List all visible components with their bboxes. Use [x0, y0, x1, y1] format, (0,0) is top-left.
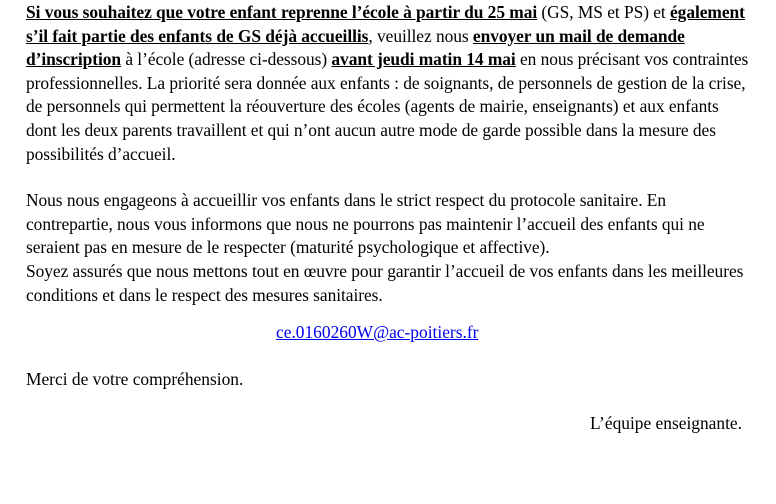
signature: L’équipe enseignante.: [590, 413, 742, 433]
emphasis-gs-children: également s’il fait partie des enfants de GS déjà accueillis: [26, 2, 745, 46]
letter-body: [26, 1, 750, 307]
school-email-link[interactable]: ce.0160260W@ac-poitiers.fr: [276, 322, 479, 342]
paragraph-registration: [26, 1, 750, 166]
text-segment: en nous précisant vos contraintes professionnelles. La priorité sera donnée aux enfants : de soignants, de personnels de gestion de la crise, de personnels qui permettent la réouverture des écoles (agents de mairie, enseignants) et aux enfants dont les deux parents travaillent et qui n’ont aucun autre mode de garde possible dans la mesure des possibilités d’accueil.: [26, 49, 749, 164]
thanks-text: Merci de votre compréhension.: [26, 369, 244, 389]
emphasis-return-date: Si vous souhaitez que votre enfant reprenne l’école à partir du 25 mai: [26, 2, 538, 22]
paragraph-protocol: Nous nous engageons à accueillir vos enfants dans le strict respect du protocole sanitaire. En contrepartie, nous vous informons que nous ne pourrons pas maintenir l’accueil des enfants qui ne seraient pas en mesure de le respecter (maturité psychologique et affective).: [26, 190, 705, 258]
paragraph-assurance: Soyez assurés que nous mettons tout en œuvre pour garantir l’accueil de vos enfants dans les meilleures conditions et dans le respect des mesures sanitaires.: [26, 260, 744, 305]
emphasis-deadline: avant jeudi matin 14 mai: [331, 49, 516, 70]
email-line: [276, 321, 478, 345]
text-segment: à l’école (adresse ci-dessous): [121, 49, 332, 70]
text-segment: (GS, MS et PS) et: [537, 2, 671, 22]
text-segment: , veuillez nous: [368, 25, 473, 46]
emphasis-send-email: envoyer un mail de demande d’inscription: [26, 25, 685, 70]
